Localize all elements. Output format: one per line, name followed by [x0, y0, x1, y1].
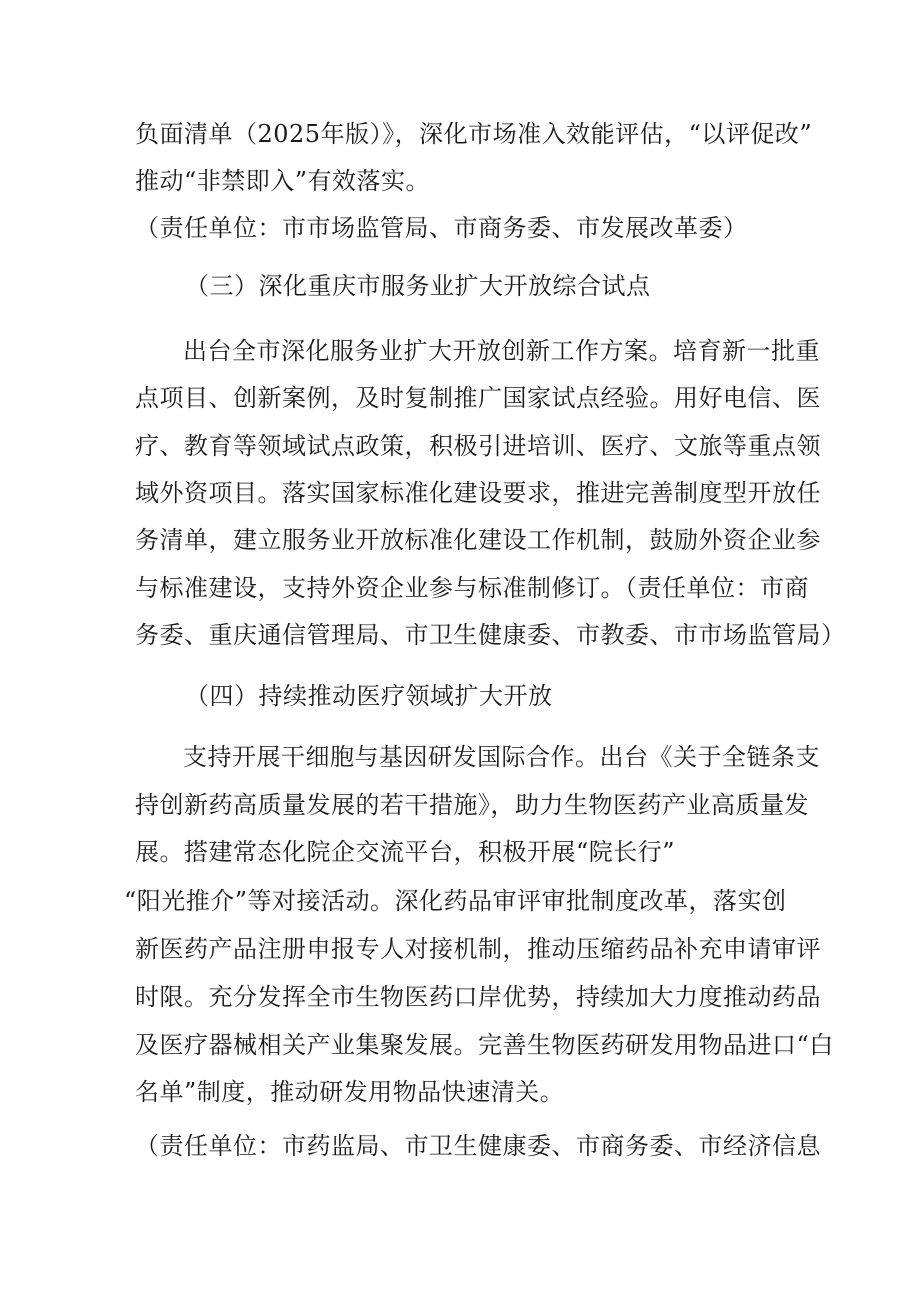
text-line: 新医药产品注册申报专人对接机制，推动压缩药品补充申请审评	[135, 935, 821, 963]
text-line: 务委、重庆通信管理局、市卫生健康委、市教委、市市场监管局）	[135, 621, 846, 649]
text-line: 域外资项目。落实国家标准化建设要求，推进完善制度型开放任	[135, 479, 821, 507]
text-line: 展。搭建常态化院企交流平台，积极开展“院长行”	[135, 838, 676, 866]
text-line: 时限。充分发挥全市生物医药口岸优势，持续加大力度推动药品	[135, 983, 821, 1011]
text-line: 出台全市深化服务业扩大开放创新工作方案。培育新一批重	[183, 337, 820, 365]
text-line: 持创新药高质量发展的若干措施》，助力生物医药产业高质量发	[135, 791, 809, 819]
text-line: 及医疗器械相关产业集聚发展。完善生物医药研发用物品进口“白	[135, 1031, 834, 1059]
text-line: 支持开展干细胞与基因研发国际合作。出台《关于全链条支	[183, 743, 820, 771]
text-line: （责任单位：市药监局、市卫生健康委、市商务委、市经济信息	[135, 1132, 821, 1160]
section-heading: （四）持续推动医疗领域扩大开放	[185, 682, 553, 710]
text-line: 务清单，建立服务业开放标准化建设工作机制，鼓励外资企业参	[135, 526, 821, 554]
section-heading: （三）深化重庆市服务业扩大开放综合试点	[185, 272, 651, 300]
text-line: 与标准建设，支持外资企业参与标准制修订。（责任单位：市商	[135, 574, 809, 602]
text-line: （责任单位：市市场监管局、市商务委、市发展改革委）	[135, 214, 748, 242]
text-line: 点项目、创新案例，及时复制推广国家试点经验。用好电信、医	[135, 384, 821, 412]
text-line: 名单”制度，推动研发用物品快速清关。	[135, 1078, 565, 1106]
text-line: “阳光推介”等对接活动。深化药品审评审批制度改革，落实创	[124, 887, 787, 915]
text-line: 负面清单（2025年版）》，深化市场准入效能评估，“以评促改”	[135, 120, 813, 148]
text-line: 推动“非禁即入”有效落实。	[135, 167, 431, 195]
text-line: 疗、教育等领域试点政策，积极引进培训、医疗、文旅等重点领	[135, 432, 821, 460]
